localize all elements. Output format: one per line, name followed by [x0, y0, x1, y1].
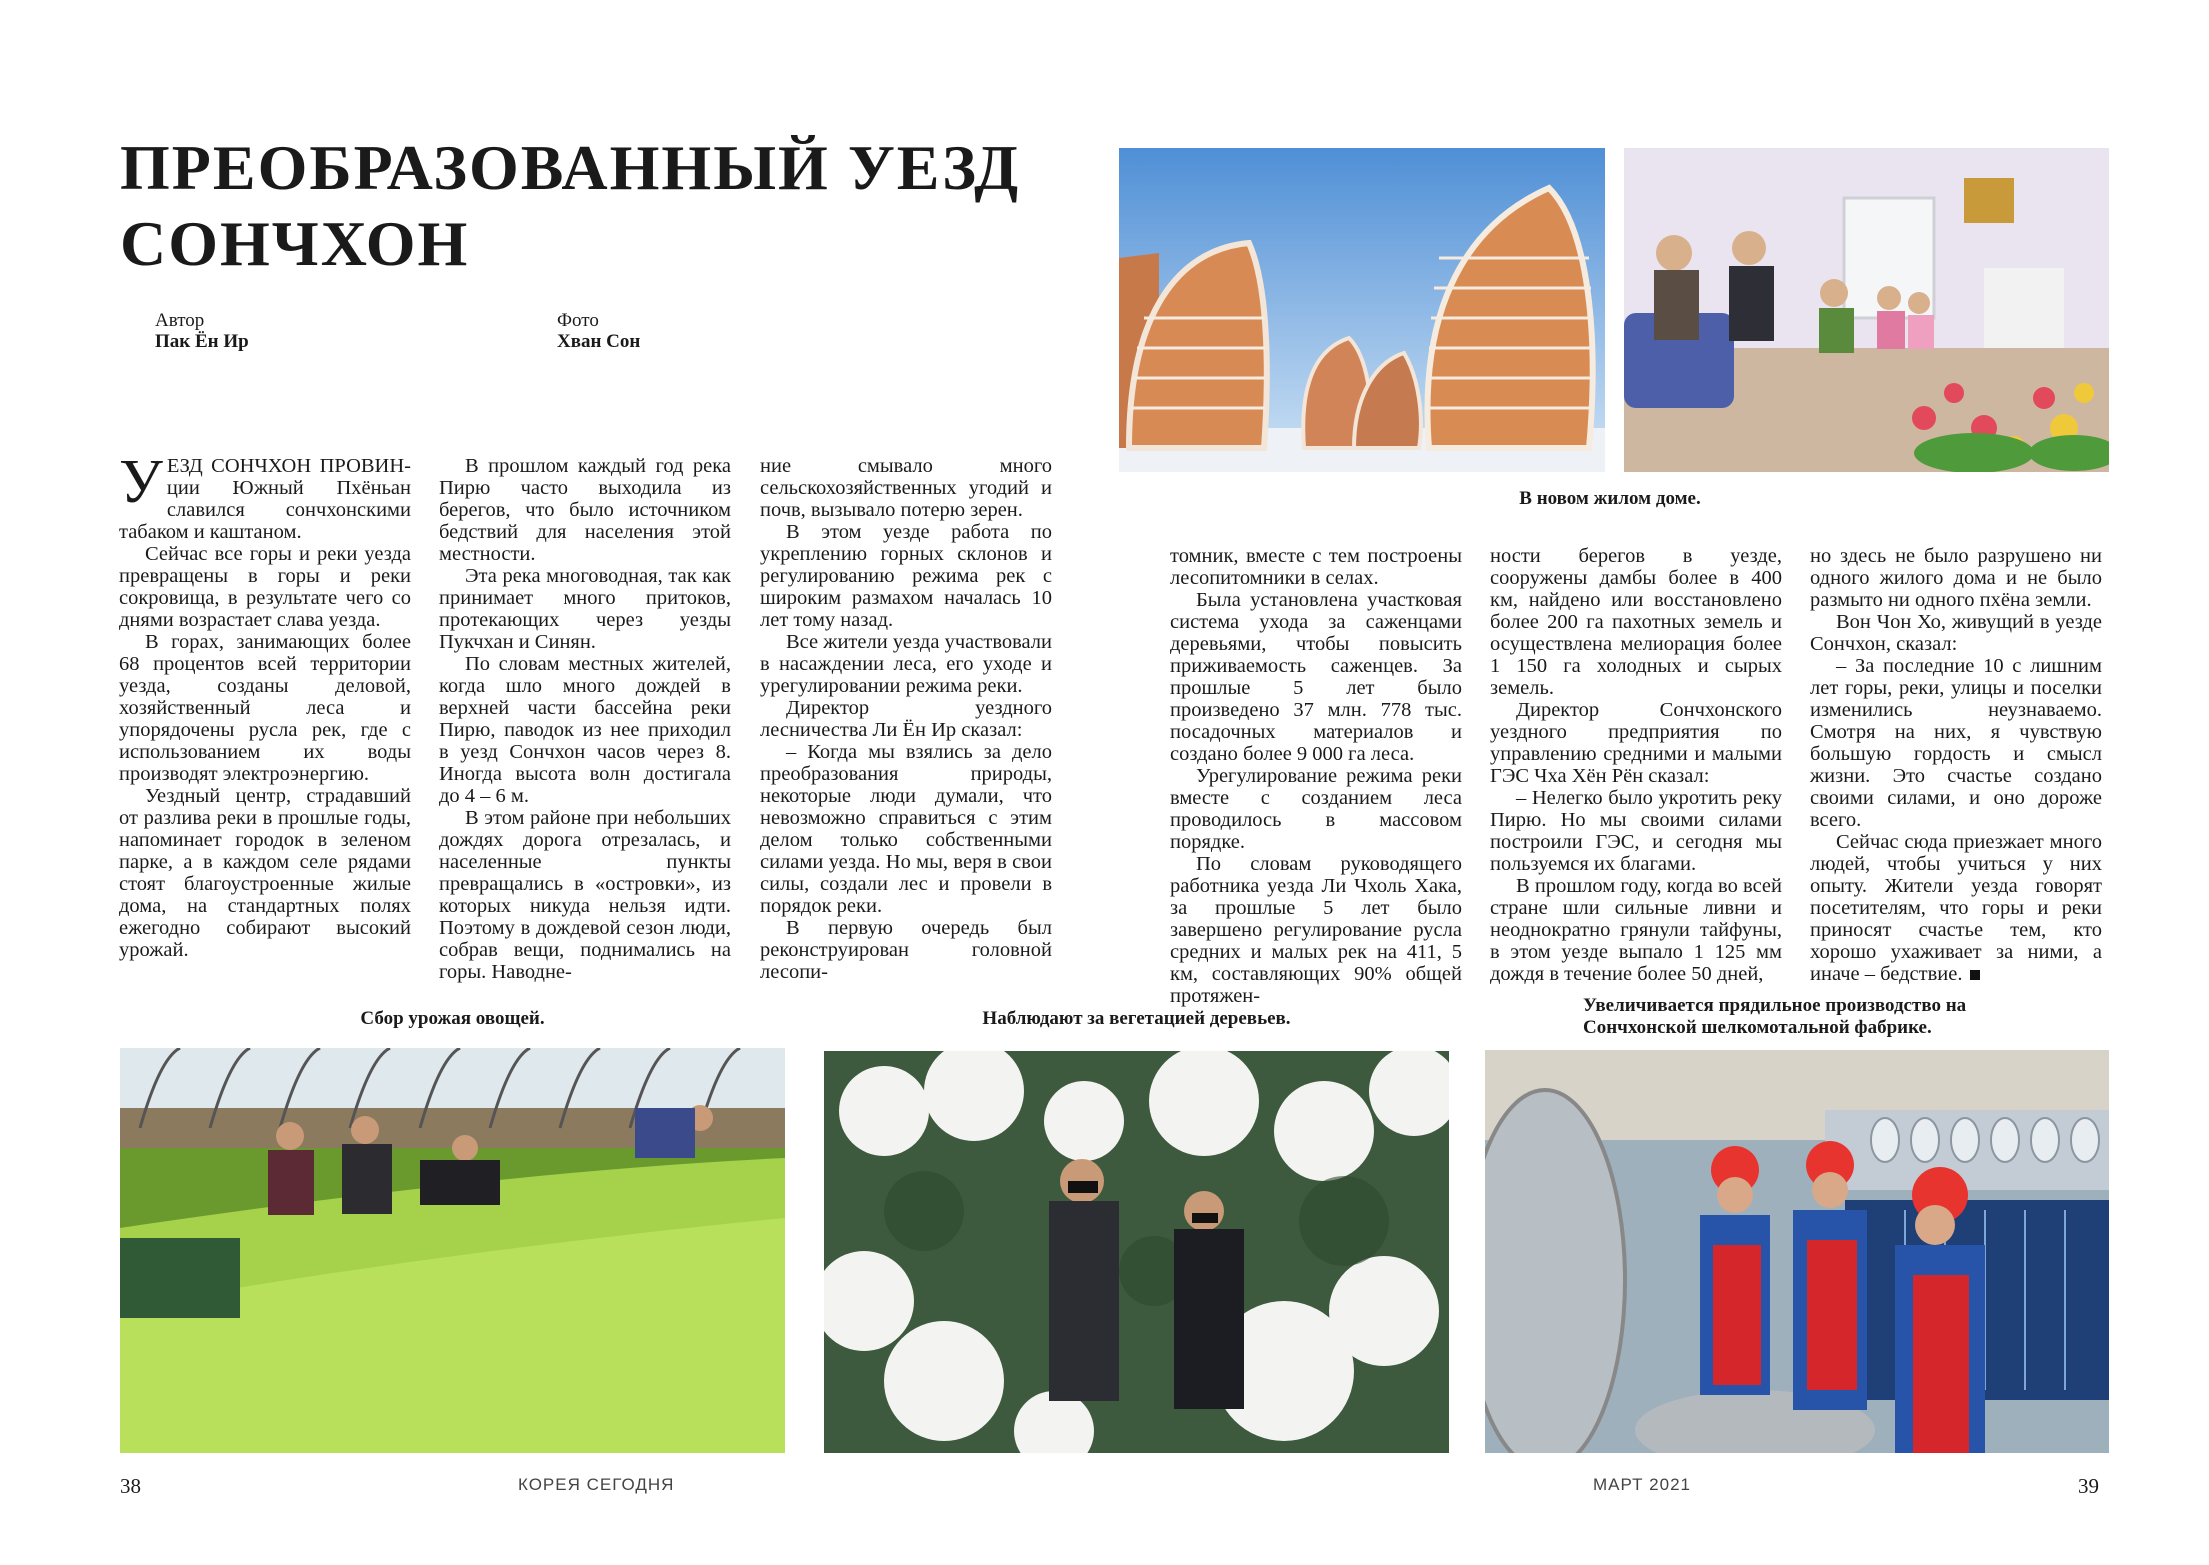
photo-snowy-trees [824, 1051, 1449, 1453]
paragraph: – Когда мы взялись за дело преобразования природы, некоторые люди думали, что невозможно справиться с этим делом только собственными силами уезда. Но мы, веря в свои силы, создали лес и провели в порядок реки. [760, 741, 1052, 917]
photo-greenhouse-harvest [120, 1048, 785, 1453]
paragraph: Сейчас все горы и реки уезда превращены в горы и реки сокровища, в результате чего со днями возрастает слава уезда. [119, 543, 411, 631]
paragraph: но здесь не было разрушено ни одного жилого дома и не было размыто ни одного пхёна земли. [1810, 545, 2102, 611]
caption-vegetable-harvest: Сбор урожая овощей. [360, 1008, 545, 1029]
photo-apartment-buildings [1119, 148, 1605, 472]
title-line-2: СОНЧХОН [120, 208, 470, 279]
text-column-3 [760, 455, 1052, 983]
paragraph: В прошлом году, когда во всей стране шли сильные ливни и неоднократно грянули тайфуны, в этом уезде выпало 1 125 мм дождя в течение более 50 дней, [1490, 875, 1782, 985]
issue-date: МАРТ 2021 [1593, 1475, 1692, 1494]
paragraph: Вон Чон Хо, живущий в уезде Сончхон, сказал: [1810, 611, 2102, 655]
text-column-4 [1170, 545, 1462, 1007]
paragraph: – За последние 10 с лишним лет горы, реки, улицы и поселки изменились неузнаваемо. Смотря на них, я чувствую большую гордость и смысл жизни. Это счастье создано своими силами, и оно дороже всего. [1810, 655, 2102, 831]
photo-family-living-room [1624, 148, 2109, 472]
paragraph: По словам местных жителей, когда шло много дождей в верхней части бассейна реки Пирю, паводок из нее приходил в уезд Сончхон часов через 8. Иногда высота волн достигала до 4 – 6 м. [439, 653, 731, 807]
paragraph: томник, вместе с тем построены лесопитомники в селах. [1170, 545, 1462, 589]
author-label: Автор [155, 310, 205, 331]
paragraph: Эта река многоводная, так как принимает много притоков, протекающих через уезды Пукчхан и Синян. [439, 565, 731, 653]
caption-line: Увеличивается прядильное производство на [1583, 995, 1967, 1016]
photo-name: Хван Сон [557, 331, 641, 352]
paragraph: Директор уездного лесничества Ли Ён Ир сказал: [760, 697, 1052, 741]
magazine-name: КОРЕЯ СЕГОДНЯ [518, 1475, 675, 1494]
paragraph: Сейчас сюда приезжает много людей, чтобы учиться у них опыту. Жители уезда говорят посетителям, что горы и реки приносят счастье тем, кто хорошо ухаживает за ними, а иначе – бедствие. [1810, 831, 2102, 985]
photo-label: Фото [557, 310, 599, 331]
paragraph: В прошлом каждый год река Пирю часто выходила из берегов, что было источником бедствий для населения этой местности. [439, 455, 731, 565]
text-column-6 [1810, 545, 2102, 985]
drop-cap: У [119, 448, 163, 516]
paragraph: ЕЗД СОНЧХОН ПРОВИН- ции Южный Пхёньан славился сончхонскими табаком и каштаном. [119, 455, 411, 543]
paragraph: Директор Сончхонского уездного предприятия по управлению средними и малыми ГЭС Чха Хён Рён сказал: [1490, 699, 1782, 787]
paragraph: ние смывало много сельскохозяйственных угодий и почв, вызывало потерю зерен. [760, 455, 1052, 521]
photo-credit [557, 310, 640, 352]
text-column-2 [439, 455, 731, 983]
end-of-article-icon [1970, 970, 1980, 980]
text-column-5 [1490, 545, 1782, 985]
paragraph: ности берегов в уезде, сооружены дамбы более в 400 км, найдено или восстановлено более 200 га пахотных земель и осуществлена мелиорация более 1 150 га холодных и сырых земель. [1490, 545, 1782, 699]
article-title [120, 130, 1070, 282]
caption-tree-vegetation: Наблюдают за вегетацией деревьев. [982, 1008, 1291, 1029]
paragraph: Урегулирование режима реки вместе с созданием леса проводилось в массовом порядке. [1170, 765, 1462, 853]
page-number-right: 39 [2078, 1474, 2099, 1498]
paragraph: Была установлена участковая система ухода за саженцами деревьями, чтобы повысить приживаемость саженцев. За прошлые 5 лет было произведено 37 млн. 778 тыс. посадочных материалов и создано более 9 000 га леса. [1170, 589, 1462, 765]
paragraph: По словам руководящего работника уезда Ли Чхоль Хака, за прошлые 5 лет было завершено регулирование русла средних и малых рек на 411, 5 км, составляющих 90% общей протяжен- [1170, 853, 1462, 1007]
paragraph: В первую очередь был реконструирован головной лесопи- [760, 917, 1052, 983]
caption-line: Сончхонской шелкомотальной фабрике. [1583, 1017, 1932, 1038]
paragraph: В горах, занимающих более 68 процентов всей территории уезда, созданы деловой, хозяйственный леса и упорядочены русла рек, где с использованием их воды производят электроэнергию. [119, 631, 411, 785]
author-name: Пак Ён Ир [155, 331, 249, 352]
photo-silk-factory [1485, 1050, 2109, 1453]
author-credit [155, 310, 249, 352]
caption-silk-factory [1488, 995, 2108, 1039]
paragraph: В этом районе при небольших дождях дорога отрезалась, и населенные пункты превращались в «островки», из которых никуда нельзя идти. Поэтому в дождевой сезон люди, собрав вещи, поднимались на горы. Наводне- [439, 807, 731, 983]
text-column-1 [119, 448, 411, 961]
paragraph: Уездный центр, страдавший от разлива реки в прошлые годы, напоминает городок в зеленом парке, а в каждом селе рядами стоят благоустроенные жилые дома, на стандартных полях ежегодно собирают высокий урожай. [119, 785, 411, 961]
caption-new-home: В новом жилом доме. [1519, 488, 1701, 509]
title-line-1: ПРЕОБРАЗОВАННЫЙ УЕЗД [120, 132, 1021, 203]
paragraph: – Нелегко было укротить реку Пирю. Но мы своими силами построили ГЭС, и сегодня мы пользуемся их благами. [1490, 787, 1782, 875]
paragraph: Все жители уезда участвовали в насаждении леса, его уходе и урегулировании режима реки. [760, 631, 1052, 697]
page-number-left: 38 [120, 1474, 141, 1498]
paragraph: В этом уезде работа по укреплению горных склонов и регулированию режима рек с широким размахом началась 10 лет тому назад. [760, 521, 1052, 631]
